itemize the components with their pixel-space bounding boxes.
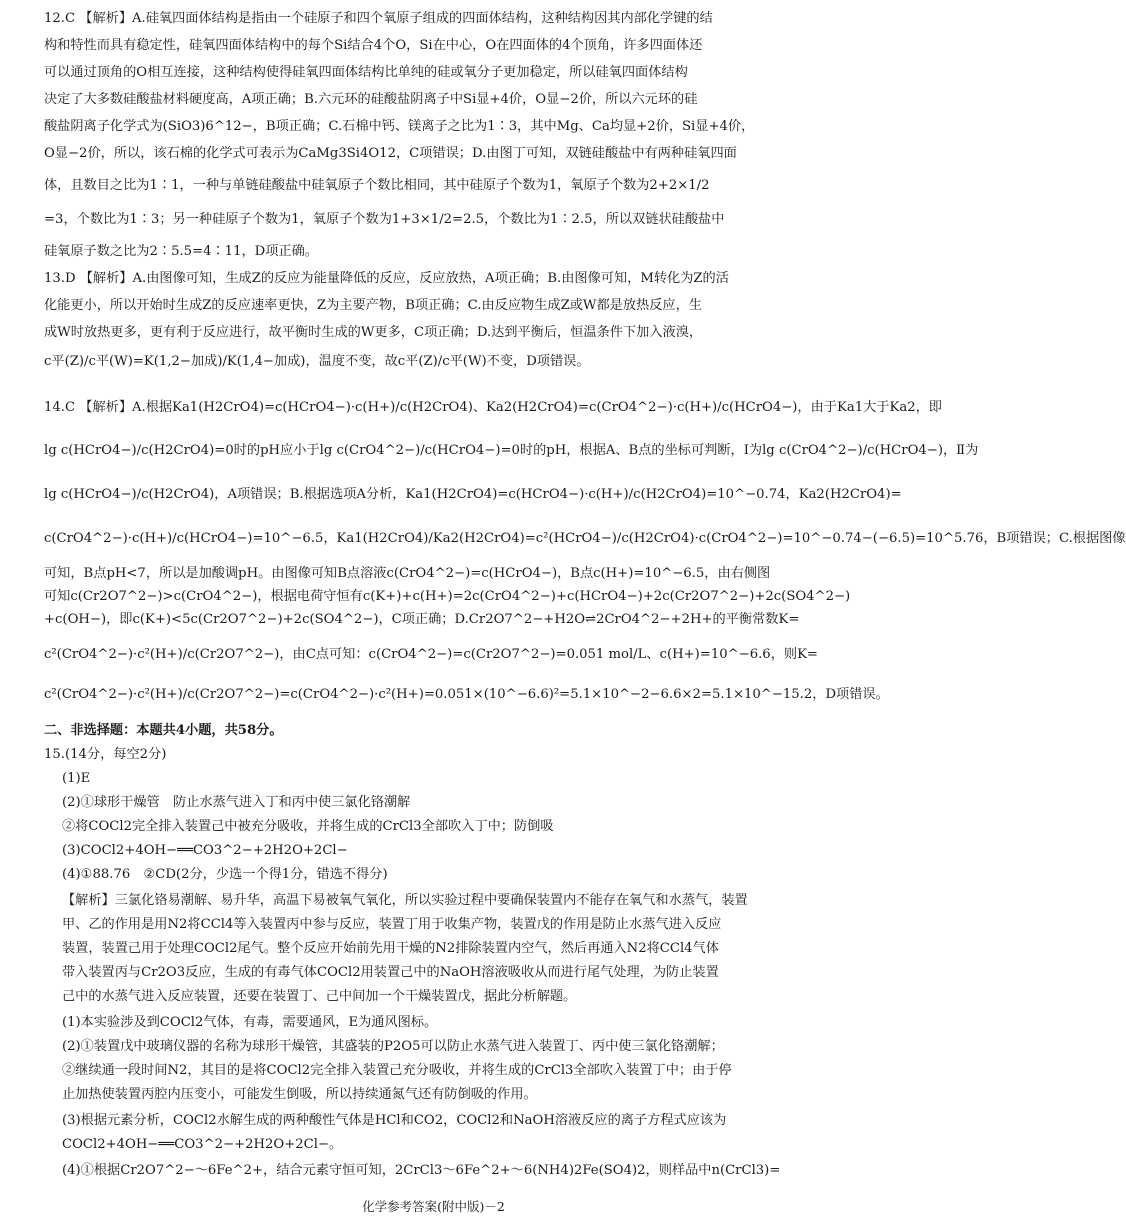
text-line: 【解析】三氯化铬易潮解、易升华，高温下易被氧气氧化，所以实验过程中要确保装置内不能存在氧气和水蒸气，装置: [62, 893, 748, 908]
text-line: (4)①88.76 ②CD(2分，少选一个得1分，错选不得分): [62, 867, 388, 882]
text-line: (2)①球形干燥管 防止水蒸气进入丁和丙中使三氯化铬潮解: [62, 795, 411, 810]
text-line: c²(CrO4^2−)·c²(H+)/c(Cr2O7^2−)，由C点可知：c(CrO4^2−)=c(Cr2O7^2−)=0.051 mol/L、c(H+)=10^−6.6，则K=: [44, 647, 818, 662]
text-line: 12.C 【解析】A.硅氧四面体结构是指由一个硅原子和四个氧原子组成的四面体结构，这种结构因其内部化学键的结: [44, 11, 713, 26]
text-line: 可以通过顶角的O相互连接，这种结构使得硅氧四面体结构比单纯的硅或氧分子更加稳定，所以硅氧四面体结构: [44, 65, 688, 80]
text-line: 构和特性而具有稳定性，硅氧四面体结构中的每个Si结合4个O，Si在中心，O在四面体的4个顶角，许多四面体还: [44, 38, 703, 53]
text-line: 带入装置丙与Cr2O3反应，生成的有毒气体COCl2用装置己中的NaOH溶液吸收从而进行尾气处理，为防止装置: [62, 965, 719, 980]
text-line: c平(Z)/c平(W)=K(1,2−加成)/K(1,4−加成)，温度不变，故c平(Z)/c平(W)不变，D项错误。: [44, 354, 590, 369]
text-line: O显−2价，所以，该石棉的化学式可表示为CaMg3Si4O12，C项错误；D.由图丁可知，双链硅酸盐中有两种硅氧四面: [44, 146, 737, 161]
text-line: COCl2+4OH−══CO3^2−+2H2O+2Cl−。: [62, 1137, 343, 1152]
text-line: 13.D 【解析】A.由图像可知，生成Z的反应为能量降低的反应，反应放热，A项正确；B.由图像可知，M转化为Z的活: [44, 271, 729, 286]
text-line: 硅氧原子数之比为2∶5.5=4∶11，D项正确。: [44, 244, 318, 259]
text-line: (4)①根据Cr2O7^2−～6Fe^2+，结合元素守恒可知，2CrCl3～6Fe^2+～6(NH4)2Fe(SO4)2，则样品中n(CrCl3)=: [62, 1163, 781, 1178]
text-line: lg c(HCrO4−)/c(H2CrO4)=0时的pH应小于lg c(CrO4^2−)/c(HCrO4−)=0时的pH，根据A、B点的坐标可判断，Ⅰ为lg c(CrO4^2−)/c(HCrO4−)，Ⅱ为: [44, 443, 979, 458]
text-line: 体，且数目之比为1∶1，一种与单链硅酸盐中硅氧原子个数比相同，其中硅原子个数为1，氧原子个数为2+2×1/2: [44, 178, 710, 193]
text-line: ②继续通一段时间N2，其目的是将COCl2完全排入装置己充分吸收，并将生成的CrCl3全部吹入装置丁中；由于停: [62, 1063, 732, 1078]
text-line: (3)根据元素分析，COCl2水解生成的两种酸性气体是HCl和CO2，COCl2和NaOH溶液反应的离子方程式应该为: [62, 1113, 727, 1128]
text-line: 酸盐阴离子化学式为(SiO3)6^12−，B项正确；C.石棉中钙、镁离子之比为1∶3，其中Mg、Ca均显+2价，Si显+4价，: [44, 119, 755, 134]
text-line: 己中的水蒸气进入反应装置，还要在装置丁、己中间加一个干燥装置戊，据此分析解题。: [62, 989, 577, 1004]
text-line: 可知，B点pH<7，所以是加酸调pH。由图像可知B点溶液c(CrO4^2−)=c(HCrO4−)，B点c(H+)=10^−6.5，由右侧图: [44, 566, 771, 581]
text-line: (3)COCl2+4OH−══CO3^2−+2H2O+2Cl−: [62, 843, 348, 858]
text-line: c(CrO4^2−)·c(H+)/c(HCrO4−)=10^−6.5，Ka1(H2CrO4)/Ka2(H2CrO4)=c²(HCrO4−)/c(H2CrO4)·c(CrO4^2−)=10^−0.74−(−6.5)=10^5.76，B项错误；C.根据图像: [44, 531, 1126, 546]
text-line: 化能更小，所以开始时生成Z的反应速率更快，Z为主要产物，B项正确；C.由反应物生成Z或W都是放热反应，生: [44, 298, 702, 313]
question-heading: 15.(14分，每空2分): [44, 747, 167, 762]
text-line: 可知c(Cr2O7^2−)>c(CrO4^2−)，根据电荷守恒有c(K+)+c(H+)=2c(CrO4^2−)+c(HCrO4−)+2c(Cr2O7^2−)+2c(SO4^2−): [44, 589, 851, 604]
text-line: =3，个数比为1∶3；另一种硅原子个数为1，氧原子个数为1+3×1/2=2.5，个数比为1∶2.5，所以双链状硅酸盐中: [44, 212, 725, 227]
text-line: 14.C 【解析】A.根据Ka1(H2CrO4)=c(HCrO4−)·c(H+)/c(H2CrO4)、Ka2(H2CrO4)=c(CrO4^2−)·c(H+)/c(HCrO4−)，由于Ka1大于Ka2，即: [44, 400, 942, 415]
text-line: (1)E: [62, 771, 91, 786]
text-line: 装置，装置己用于处理COCl2尾气。整个反应开始前先用干燥的N2排除装置内空气，然后再通入N2将CCl4气体: [62, 941, 719, 956]
text-line: 成W时放热更多，更有利于反应进行，故平衡时生成的W更多，C项正确；D.达到平衡后，恒温条件下加入液溴，: [44, 325, 703, 340]
text-line: c²(CrO4^2−)·c²(H+)/c(Cr2O7^2−)=c(CrO4^2−)·c²(H+)=0.051×(10^−6.6)²=5.1×10^−2−6.6×2=5.1×10^−15.2，D项错误。: [44, 687, 889, 702]
section-heading: 二、非选择题：本题共4小题，共58分。: [44, 723, 283, 738]
page-footer: 化学参考答案(附中版)－2: [362, 1199, 505, 1214]
text-line: (2)①装置戊中玻璃仪器的名称为球形干燥管，其盛装的P2O5可以防止水蒸气进入装置丁、丙中使三氯化铬潮解；: [62, 1039, 724, 1054]
text-line: +c(OH−)，即c(K+)<5c(Cr2O7^2−)+2c(SO4^2−)，C项正确；D.Cr2O7^2−+H2O⇌2CrO4^2−+2H+的平衡常数K=: [44, 612, 800, 627]
text-line: (1)本实验涉及到COCl2气体，有毒，需要通风，E为通风图标。: [62, 1015, 438, 1030]
text-line: 甲、乙的作用是用N2将CCl4等入装置丙中参与反应，装置丁用于收集产物，装置戊的作用是防止水蒸气进入反应: [62, 917, 722, 932]
text-line: 决定了大多数硅酸盐材料硬度高，A项正确；B.六元环的硅酸盐阴离子中Si显+4价，O显−2价，所以六元环的硅: [44, 92, 698, 107]
text-line: lg c(HCrO4−)/c(H2CrO4)，A项错误；B.根据选项A分析，Ka1(H2CrO4)=c(HCrO4−)·c(H+)/c(H2CrO4)=10^−0.74，Ka2(H2CrO4)=: [44, 487, 902, 502]
text-line: 止加热使装置丙腔内压变小，可能发生倒吸，所以持续通氮气还有防倒吸的作用。: [62, 1087, 537, 1102]
text-line: ②将COCl2完全排入装置己中被充分吸收，并将生成的CrCl3全部吹入丁中；防倒吸: [62, 819, 554, 834]
